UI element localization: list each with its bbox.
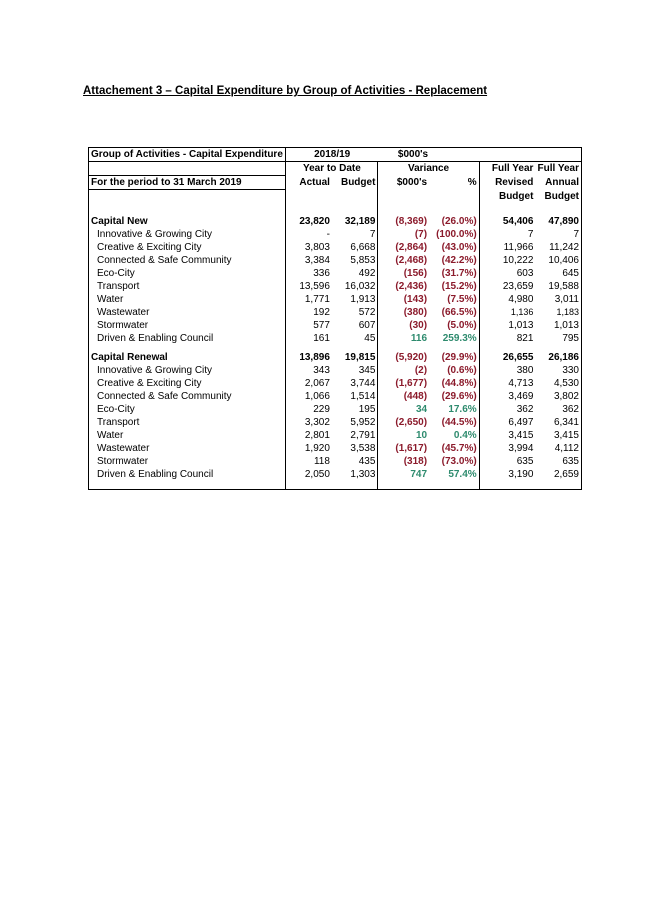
cell-pct: 57.4% bbox=[448, 469, 477, 480]
cell-budget: 1,303 bbox=[350, 469, 376, 480]
cell-actual: 118 bbox=[313, 456, 330, 467]
row-label: Innovative & Growing City bbox=[89, 228, 286, 241]
cell-revised: 3,190 bbox=[479, 468, 535, 481]
cell-pct: (7.5%) bbox=[447, 294, 477, 305]
row-label: Water bbox=[89, 429, 286, 442]
cell-actual: 2,067 bbox=[304, 378, 330, 389]
group-label: Group of Activities - Capital Expenditure bbox=[89, 148, 286, 162]
cell-revised: 3,469 bbox=[479, 390, 535, 403]
cell-budget: 435 bbox=[358, 456, 376, 467]
cell-pct: (44.5%) bbox=[441, 417, 477, 428]
cell-budget: 7 bbox=[369, 229, 376, 240]
row-label: Innovative & Growing City bbox=[89, 364, 286, 377]
row-label: Connected & Safe Community bbox=[89, 390, 286, 403]
cell-revised: 380 bbox=[479, 364, 535, 377]
cell-pct: (100.0%) bbox=[436, 229, 477, 240]
cell-var: (2,468) bbox=[378, 254, 429, 267]
cell-actual: 1,920 bbox=[304, 443, 330, 454]
cell-annual: 19,588 bbox=[535, 280, 581, 293]
cell-actual: 2,801 bbox=[304, 430, 330, 441]
cell-var: (2) bbox=[378, 364, 429, 377]
row-label: Wastewater bbox=[89, 306, 286, 319]
cell-annual: 26,186 bbox=[535, 351, 581, 364]
header-row-2 bbox=[89, 162, 582, 176]
cell-annual: 1,013 bbox=[535, 319, 581, 332]
cell-revised: 3,415 bbox=[479, 429, 535, 442]
cell-revised: 54,406 bbox=[479, 215, 535, 228]
row-label: Eco-City bbox=[89, 403, 286, 416]
cell-var: (156) bbox=[378, 267, 429, 280]
period-label: For the period to 31 March 2019 bbox=[89, 176, 286, 190]
cell-annual: 362 bbox=[535, 403, 581, 416]
cell-pct: (31.7%) bbox=[441, 268, 477, 279]
cell-pct: (73.0%) bbox=[441, 456, 477, 467]
cell-actual: 1,771 bbox=[304, 294, 330, 305]
var-pct-label: % bbox=[467, 177, 477, 188]
cell-var: (318) bbox=[378, 455, 429, 468]
fy-revised-1: Full Year bbox=[479, 162, 535, 176]
ytd-label: Year to Date bbox=[286, 162, 378, 176]
cell-revised: 11,966 bbox=[479, 241, 535, 254]
header-row-3 bbox=[89, 176, 582, 190]
cell-pct: (44.8%) bbox=[441, 378, 477, 389]
cell-annual: 635 bbox=[535, 455, 581, 468]
cell-actual: 343 bbox=[313, 365, 330, 376]
cell-pct: (29.6%) bbox=[441, 391, 477, 402]
cell-budget: 1,913 bbox=[350, 294, 376, 305]
cell-budget: 5,952 bbox=[350, 417, 376, 428]
cell-actual: 3,302 bbox=[304, 417, 330, 428]
cell-pct: 259.3% bbox=[442, 333, 477, 344]
cell-annual: 2,659 bbox=[535, 468, 581, 481]
cell-revised: 10,222 bbox=[479, 254, 535, 267]
cell-annual: 795 bbox=[535, 332, 581, 345]
cell-revised: 23,659 bbox=[479, 280, 535, 293]
cell-annual: 4,530 bbox=[535, 377, 581, 390]
cell-annual: 3,802 bbox=[535, 390, 581, 403]
cell-revised: 1,013 bbox=[479, 319, 535, 332]
cell-budget: 2,791 bbox=[350, 430, 376, 441]
row-label: Transport bbox=[89, 280, 286, 293]
row-label: Wastewater bbox=[89, 442, 286, 455]
table-row bbox=[89, 306, 582, 319]
section-total-row bbox=[89, 351, 582, 364]
cell-actual: 3,803 bbox=[304, 242, 330, 253]
cell-revised: 26,655 bbox=[479, 351, 535, 364]
cell-annual: 10,406 bbox=[535, 254, 581, 267]
cell-var: (1,677) bbox=[378, 377, 429, 390]
cell-revised: 6,497 bbox=[479, 416, 535, 429]
cell-revised: 3,994 bbox=[479, 442, 535, 455]
units-label: $000's bbox=[378, 148, 429, 162]
row-label: Connected & Safe Community bbox=[89, 254, 286, 267]
cell-revised: 1,136 bbox=[479, 306, 535, 319]
row-label: Stormwater bbox=[89, 455, 286, 468]
table-row bbox=[89, 280, 582, 293]
cell-budget: 1,514 bbox=[350, 391, 376, 402]
row-label: Creative & Exciting City bbox=[89, 377, 286, 390]
cell-annual: 6,341 bbox=[535, 416, 581, 429]
cell-budget: 572 bbox=[358, 307, 376, 318]
cell-budget: 5,853 bbox=[350, 255, 376, 266]
cell-actual: 229 bbox=[313, 404, 330, 415]
cell-pct: (29.9%) bbox=[441, 352, 477, 363]
row-label: Driven & Enabling Council bbox=[89, 468, 286, 481]
cell-var: (2,436) bbox=[378, 280, 429, 293]
cell-annual: 3,011 bbox=[535, 293, 581, 306]
cell-budget: 607 bbox=[358, 320, 376, 331]
cell-var: (8,369) bbox=[378, 215, 429, 228]
cell-var: (7) bbox=[378, 228, 429, 241]
cell-pct: (15.2%) bbox=[441, 281, 477, 292]
table-row bbox=[89, 241, 582, 254]
cell-actual: 13,596 bbox=[299, 281, 330, 292]
row-label: Creative & Exciting City bbox=[89, 241, 286, 254]
cell-actual: 192 bbox=[313, 307, 330, 318]
cell-var: 10 bbox=[378, 429, 429, 442]
row-label: Stormwater bbox=[89, 319, 286, 332]
cell-pct: (5.0%) bbox=[447, 320, 477, 331]
cell-var: (448) bbox=[378, 390, 429, 403]
table-row bbox=[89, 319, 582, 332]
cell-var: 34 bbox=[378, 403, 429, 416]
cell-pct: (0.6%) bbox=[447, 365, 477, 376]
cell-budget: 3,744 bbox=[350, 378, 376, 389]
header-row-4 bbox=[89, 190, 582, 204]
cell-pct: (45.7%) bbox=[441, 443, 477, 454]
cell-annual: 645 bbox=[535, 267, 581, 280]
cell-var: (2,864) bbox=[378, 241, 429, 254]
cell-var: (1,617) bbox=[378, 442, 429, 455]
cell-var: (30) bbox=[378, 319, 429, 332]
cell-var: (380) bbox=[378, 306, 429, 319]
table-row bbox=[89, 267, 582, 280]
fy-annual-1: Full Year bbox=[535, 162, 581, 176]
cell-var: 747 bbox=[378, 468, 429, 481]
section-total-row bbox=[89, 215, 582, 228]
cell-actual: 161 bbox=[313, 333, 330, 344]
cell-annual: 11,242 bbox=[535, 241, 581, 254]
cell-actual: - bbox=[326, 229, 330, 240]
cell-annual: 1,183 bbox=[535, 306, 581, 319]
header-row-1 bbox=[89, 148, 582, 162]
cell-actual: 336 bbox=[313, 268, 330, 279]
cell-var: (143) bbox=[378, 293, 429, 306]
table-row bbox=[89, 377, 582, 390]
cell-budget: 3,538 bbox=[350, 443, 376, 454]
cell-pct: 17.6% bbox=[448, 404, 477, 415]
cell-var: (5,920) bbox=[378, 351, 429, 364]
spacer-row bbox=[89, 481, 582, 490]
cell-budget: 32,189 bbox=[344, 216, 376, 227]
table-row bbox=[89, 228, 582, 241]
cell-actual: 3,384 bbox=[304, 255, 330, 266]
cell-annual: 330 bbox=[535, 364, 581, 377]
table-row bbox=[89, 429, 582, 442]
year-label: 2018/19 bbox=[286, 148, 378, 162]
cell-actual: 23,820 bbox=[299, 216, 330, 227]
cell-budget: 345 bbox=[358, 365, 376, 376]
capital-expenditure-table bbox=[88, 147, 582, 490]
cell-annual: 3,415 bbox=[535, 429, 581, 442]
table-row bbox=[89, 390, 582, 403]
table-row bbox=[89, 455, 582, 468]
cell-actual: 2,050 bbox=[304, 469, 330, 480]
row-label: Driven & Enabling Council bbox=[89, 332, 286, 345]
section-title: Capital Renewal bbox=[89, 351, 286, 364]
row-label: Water bbox=[89, 293, 286, 306]
cell-budget: 19,815 bbox=[344, 352, 376, 363]
section-title: Capital New bbox=[89, 215, 286, 228]
cell-revised: 603 bbox=[479, 267, 535, 280]
cell-budget: 45 bbox=[364, 333, 376, 344]
cell-budget: 6,668 bbox=[350, 242, 376, 253]
table-row bbox=[89, 254, 582, 267]
cell-pct: (26.0%) bbox=[441, 216, 477, 227]
table-row bbox=[89, 468, 582, 481]
cell-pct: (43.0%) bbox=[441, 242, 477, 253]
fy-revised-3: Budget bbox=[479, 190, 535, 204]
fy-annual-3: Budget bbox=[535, 190, 581, 204]
document-title: Attachement 3 – Capital Expenditure by Group of Activities - Replacement bbox=[83, 85, 488, 97]
cell-annual: 47,890 bbox=[535, 215, 581, 228]
budget-label: Budget bbox=[340, 177, 376, 188]
cell-pct: 0.4% bbox=[453, 430, 477, 441]
fy-annual-2: Annual bbox=[535, 176, 581, 190]
cell-pct: (42.2%) bbox=[441, 255, 477, 266]
cell-revised: 4,713 bbox=[479, 377, 535, 390]
table-row bbox=[89, 416, 582, 429]
cell-actual: 577 bbox=[313, 320, 330, 331]
cell-budget: 16,032 bbox=[344, 281, 376, 292]
table-row bbox=[89, 332, 582, 345]
row-label: Transport bbox=[89, 416, 286, 429]
cell-var: (2,650) bbox=[378, 416, 429, 429]
actual-label: Actual bbox=[299, 177, 330, 188]
variance-label: Variance bbox=[378, 162, 479, 176]
table-row bbox=[89, 293, 582, 306]
table-row bbox=[89, 364, 582, 377]
cell-revised: 4,980 bbox=[479, 293, 535, 306]
row-label: Eco-City bbox=[89, 267, 286, 280]
table-row bbox=[89, 403, 582, 416]
table-row bbox=[89, 442, 582, 455]
cell-revised: 635 bbox=[479, 455, 535, 468]
var-amount-label: $000's bbox=[378, 176, 429, 190]
table-body bbox=[89, 148, 582, 490]
cell-actual: 1,066 bbox=[304, 391, 330, 402]
cell-actual: 13,896 bbox=[299, 352, 330, 363]
cell-budget: 195 bbox=[358, 404, 376, 415]
cell-revised: 362 bbox=[479, 403, 535, 416]
cell-revised: 7 bbox=[479, 228, 535, 241]
cell-budget: 492 bbox=[358, 268, 376, 279]
cell-revised: 821 bbox=[479, 332, 535, 345]
cell-annual: 4,112 bbox=[535, 442, 581, 455]
cell-var: 116 bbox=[378, 332, 429, 345]
cell-annual: 7 bbox=[535, 228, 581, 241]
fy-revised-2: Revised bbox=[479, 176, 535, 190]
cell-pct: (66.5%) bbox=[441, 307, 477, 318]
